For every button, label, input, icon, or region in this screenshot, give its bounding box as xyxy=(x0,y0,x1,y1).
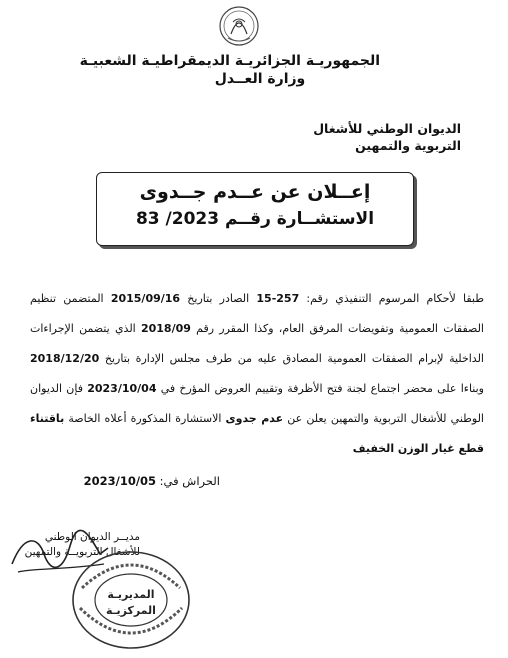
issuing-office xyxy=(261,120,461,154)
notice-title: إعــلان عن عــدم جــدوى xyxy=(139,181,371,203)
office-line-2: التربوية والتمهين xyxy=(355,138,461,153)
header-block xyxy=(79,52,380,88)
ministry-name: وزارة العــدل xyxy=(214,71,306,87)
notice-body xyxy=(30,284,484,464)
republic-name: الجمهوريـة الجزائريـة الديمقراطيـة الشعبيـة xyxy=(79,53,380,69)
office-line-1: الديوان الوطني للأشغال xyxy=(313,121,461,136)
decision-date: 2018/12/20 xyxy=(30,352,100,365)
body-text-2: الصادر بتاريخ xyxy=(180,292,257,305)
meeting-date: 2023/10/04 xyxy=(87,382,157,395)
issue-date-line xyxy=(84,474,220,488)
decree-date: 2015/09/16 xyxy=(110,292,181,305)
body-text-5: وبناءا على محضر اجتماع لجنة فتح الأظرفة وتقييم العروض المؤرخ في xyxy=(156,382,484,395)
procurement-subject: باقتناء قطع غيار الوزن الخفيف xyxy=(30,412,484,455)
state-emblem-icon xyxy=(218,4,260,48)
body-text-3: المتضمن تنظيم الصفقات العمومية وتفويضات المرفق العام، وكذا المقرر رقم xyxy=(30,292,484,335)
consultation-number-line xyxy=(97,209,413,229)
body-text-4: الذي يتضمن الإجراءات الداخلية لإبرام الصفقات العمومية المصادق عليه من طرف مجلس الإدارة بتاريخ xyxy=(30,322,484,365)
issue-date: 2023/10/05 xyxy=(83,474,157,488)
issue-place-label: الحراش في: xyxy=(156,474,220,488)
signatory-line-1: مديــر الديوان الوطني xyxy=(44,531,140,543)
signatory-line-2: للأشغال التربويــة والتمهين xyxy=(24,546,140,558)
decree-number: 15-257 xyxy=(256,292,300,305)
body-text-7: الاستشارة المذكورة أعلاه الخاصة xyxy=(64,412,226,425)
body-text-1: طبقا لأحكام المرسوم التنفيذي رقم: xyxy=(299,292,484,305)
decision-number: 2018/09 xyxy=(140,322,191,335)
body-text-6: فإن الديوان الوطني للأشغال التربوية والتمهين يعلن عن xyxy=(30,382,484,425)
infructuous-label: عدم جدوى xyxy=(225,412,284,425)
official-stamp-icon xyxy=(70,548,192,652)
consultation-prefix: الاستشــارة رقــم xyxy=(224,209,375,229)
consultation-number: 83 /2023 xyxy=(135,209,220,229)
notice-title-box xyxy=(96,172,414,246)
stamp-text-2: المركزيـة xyxy=(106,604,156,617)
stamp-text-1: المديريـة xyxy=(107,588,155,601)
